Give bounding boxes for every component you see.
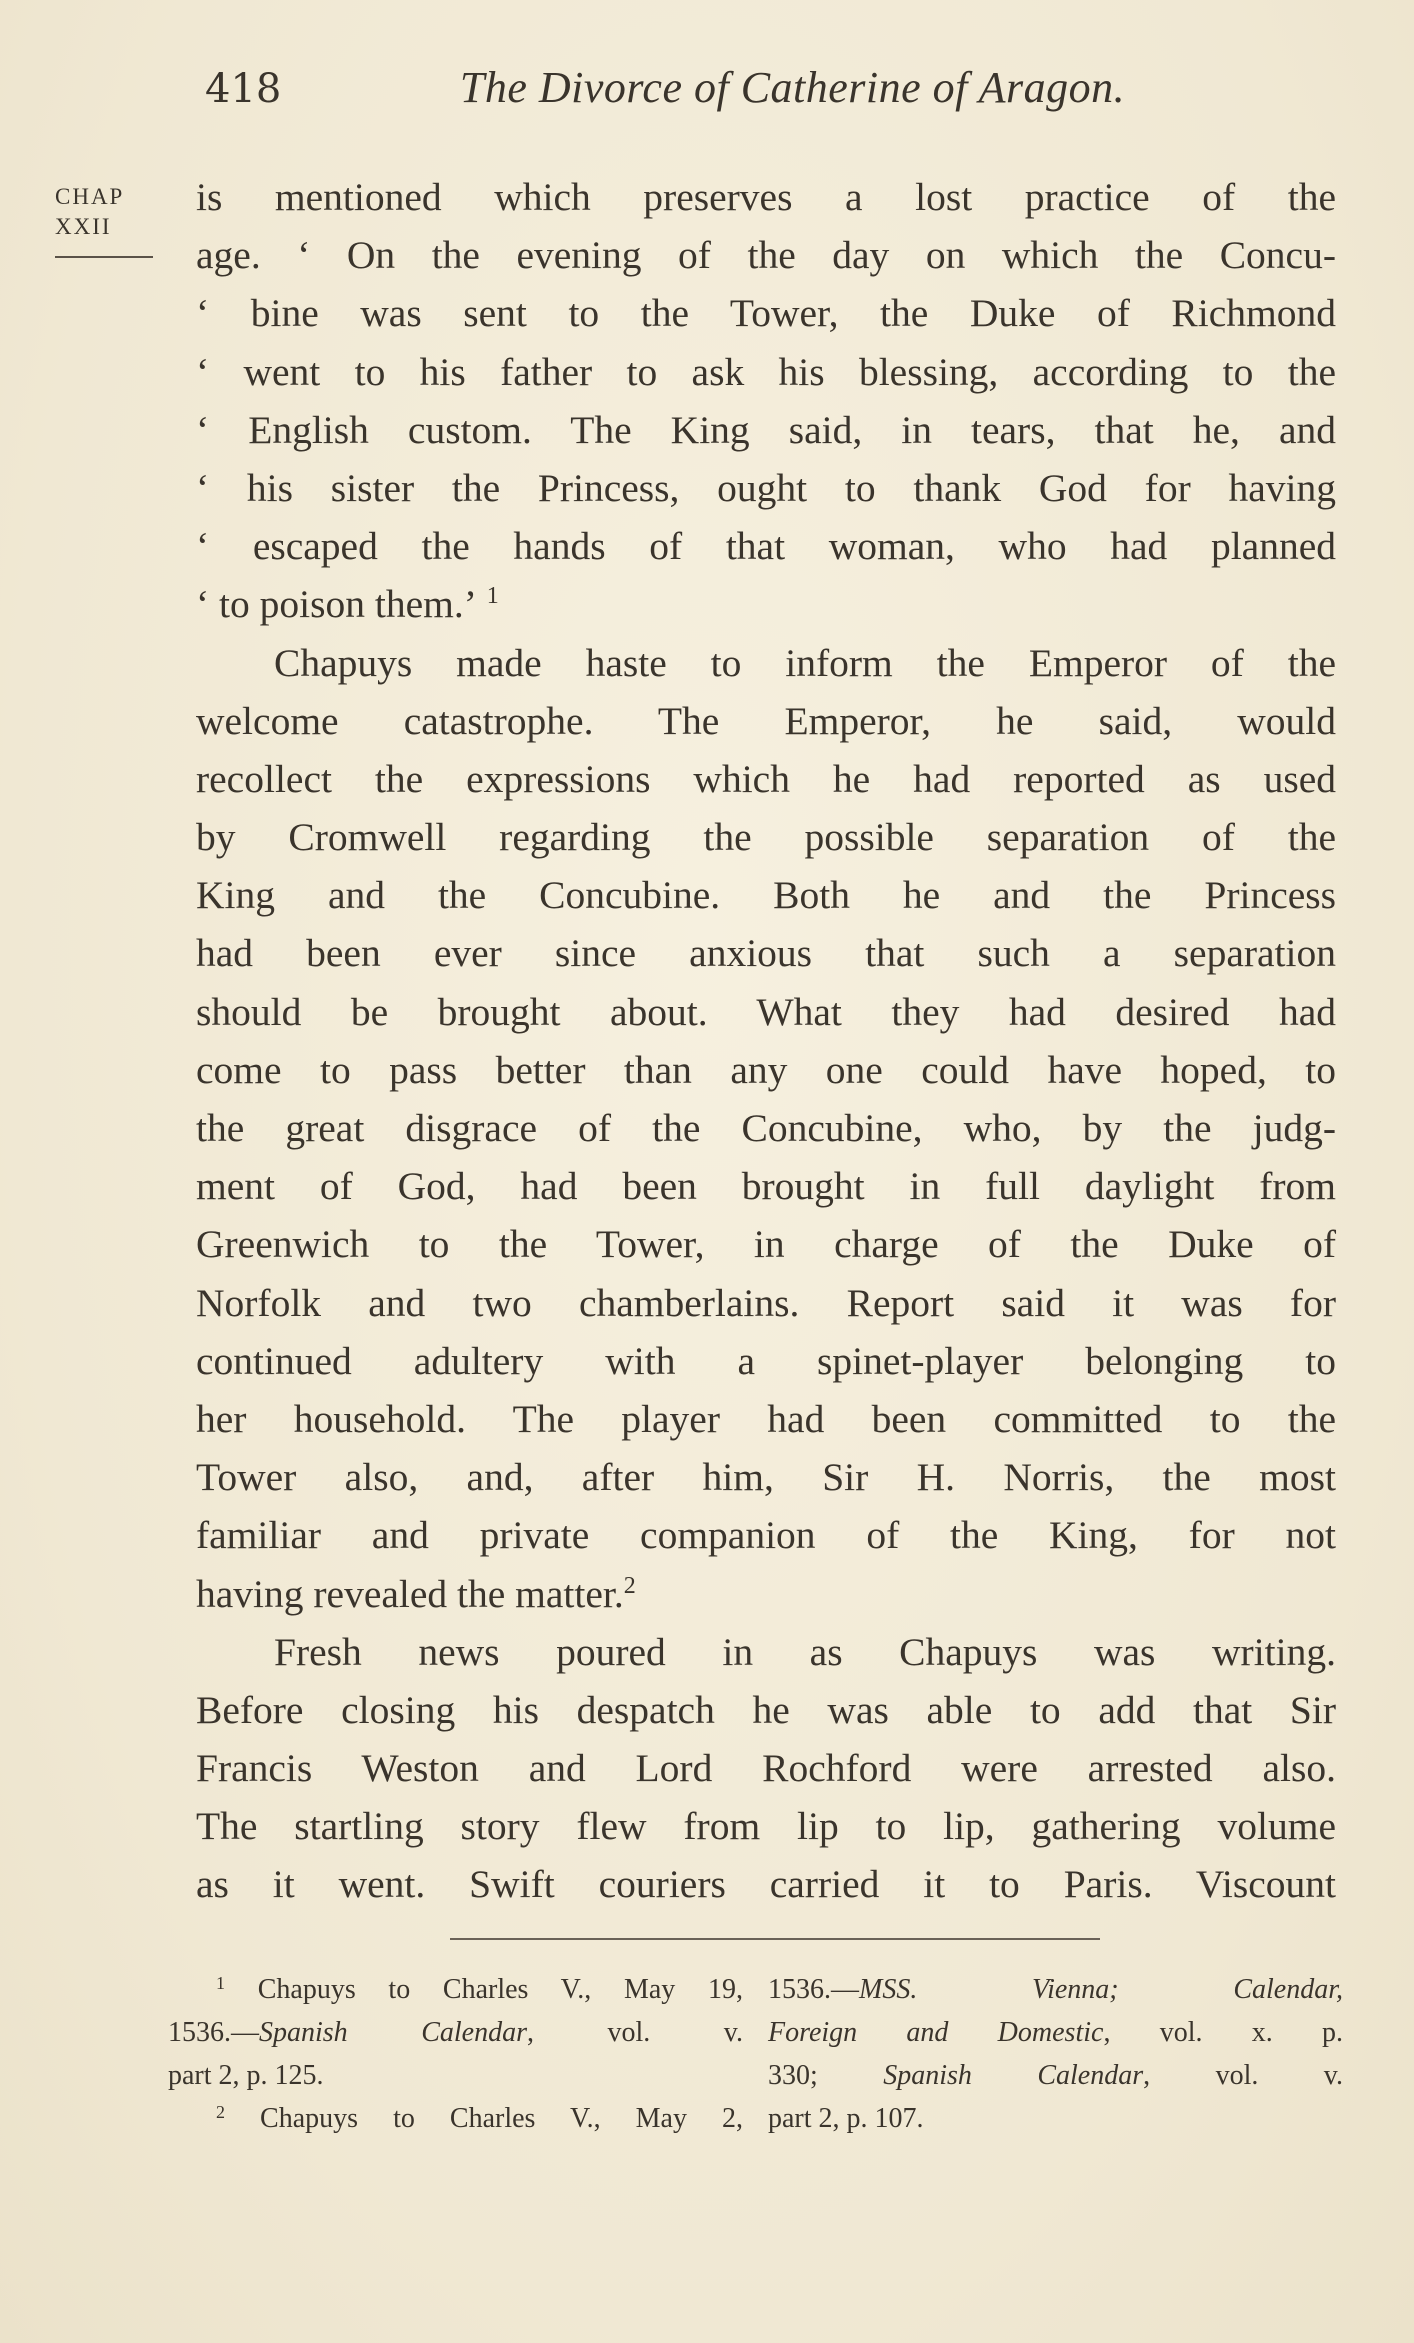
footnote-line: part 2, p. 125.	[168, 2060, 324, 2091]
footnote-text: 330;	[768, 2060, 884, 2091]
footnote-text: , vol. x. p.	[1103, 2017, 1344, 2048]
footnote-number: 2	[216, 2102, 225, 2122]
footnote-line	[768, 2011, 1343, 2054]
running-header	[205, 62, 1340, 113]
body-line-text: having revealed the matter.	[196, 1571, 624, 1616]
body-line: should be brought about. What they had desired had	[196, 989, 1336, 1034]
body-line: ‘ went to his father to ask his blessing, according to the	[196, 349, 1336, 394]
body-line: come to pass better than any one could have hoped, to	[196, 1047, 1336, 1092]
chap-label: CHAP	[55, 184, 125, 209]
paragraph-start: Chapuys made haste to inform the Emperor of the	[274, 640, 1336, 685]
body-line: Greenwich to the Tower, in charge of the Duke of	[196, 1222, 1336, 1267]
body-line: King and the Concubine. Both he and the Princess	[196, 873, 1336, 918]
body-line: ‘ bine was sent to the Tower, the Duke of Richmond	[196, 291, 1336, 336]
body-line: Before closing his despatch he was able to add that Sir	[196, 1687, 1336, 1732]
body-line	[196, 575, 1336, 633]
footnote-line	[168, 2097, 743, 2140]
footnote-text: 1536.—	[168, 2017, 259, 2048]
body-line: familiar and private companion of the King, for not	[196, 1513, 1336, 1558]
page-number: 418	[205, 66, 282, 112]
body-line: is mentioned which preserves a lost practice of the	[196, 175, 1336, 219]
footnote-text: , vol. v.	[526, 2017, 743, 2048]
body-line: ment of God, had been brought in full daylight from	[196, 1164, 1336, 1209]
body-line: Norfolk and two chamberlains. Report said it was for	[196, 1280, 1336, 1325]
body-line: recollect the expressions which he had reported as used	[196, 756, 1336, 801]
footnote-citation: Spanish Calendar	[883, 2060, 1144, 2091]
body-line: ‘ escaped the hands of that woman, who had planned	[196, 524, 1336, 569]
chapter-margin-note	[55, 182, 160, 258]
footnote-line	[168, 1968, 743, 2011]
body-line: continued adultery with a spinet-player belonging to	[196, 1338, 1336, 1383]
body-line: welcome catastrophe. The Emperor, he said, would	[196, 698, 1336, 743]
footnote-mark-1: 1	[486, 583, 499, 610]
body-line: the great disgrace of the Concubine, who, by the judg-	[196, 1106, 1336, 1150]
footnote-column-left	[168, 1968, 743, 2140]
body-line	[196, 1565, 1336, 1623]
running-title: The Divorce of Catherine of Aragon.	[459, 63, 1126, 112]
footnote-citation: Foreign and Domestic	[768, 2017, 1104, 2048]
body-line: Francis Weston and Lord Rochford were arrested also.	[196, 1746, 1336, 1791]
body-line: as it went. Swift couriers carried it to Paris. Viscount	[196, 1862, 1336, 1907]
footnote-line	[768, 2054, 1343, 2097]
footnote-line	[768, 1968, 1343, 2011]
body-text	[196, 168, 1336, 1914]
chap-number: XXII	[55, 214, 112, 239]
footnotes	[168, 1968, 1343, 2140]
footnote-mark-2: 2	[623, 1572, 636, 1599]
footnote-text: 1536.—	[768, 1974, 859, 2005]
body-line: The startling story flew from lip to lip, gathering volume	[196, 1804, 1336, 1849]
footnote-text: , vol. v.	[1143, 2060, 1343, 2091]
footnote-column-right	[768, 1968, 1343, 2140]
body-line: by Cromwell regarding the possible separation of the	[196, 815, 1336, 860]
body-line: ‘ his sister the Princess, ought to thank God for having	[196, 465, 1336, 510]
paragraph-start: Fresh news poured in as Chapuys was writing.	[274, 1629, 1336, 1674]
body-line: her household. The player had been committed to the	[196, 1396, 1336, 1441]
footnote-separator	[450, 1938, 1100, 1940]
footnote-line: part 2, p. 107.	[768, 2103, 924, 2134]
body-line: ‘ English custom. The King said, in tears, that he, and	[196, 407, 1336, 452]
footnote-number: 1	[216, 1973, 225, 1993]
margin-rule	[55, 256, 153, 258]
footnote-citation: MSS. Vienna; Calendar,	[859, 1974, 1343, 2005]
footnote-text: Chapuys to Charles V., May 19,	[257, 1974, 744, 2005]
body-line-text: ‘ to poison them.’	[196, 582, 477, 627]
footnote-citation: Spanish Calendar	[259, 2017, 527, 2048]
footnote-text: Chapuys to Charles V., May 2,	[260, 2103, 743, 2134]
footnote-line	[168, 2011, 743, 2054]
body-line: had been ever since anxious that such a separation	[196, 931, 1336, 976]
body-line: age. ‘ On the evening of the day on which the Concu-	[196, 233, 1336, 278]
body-line: Tower also, and, after him, Sir H. Norris, the most	[196, 1455, 1336, 1500]
